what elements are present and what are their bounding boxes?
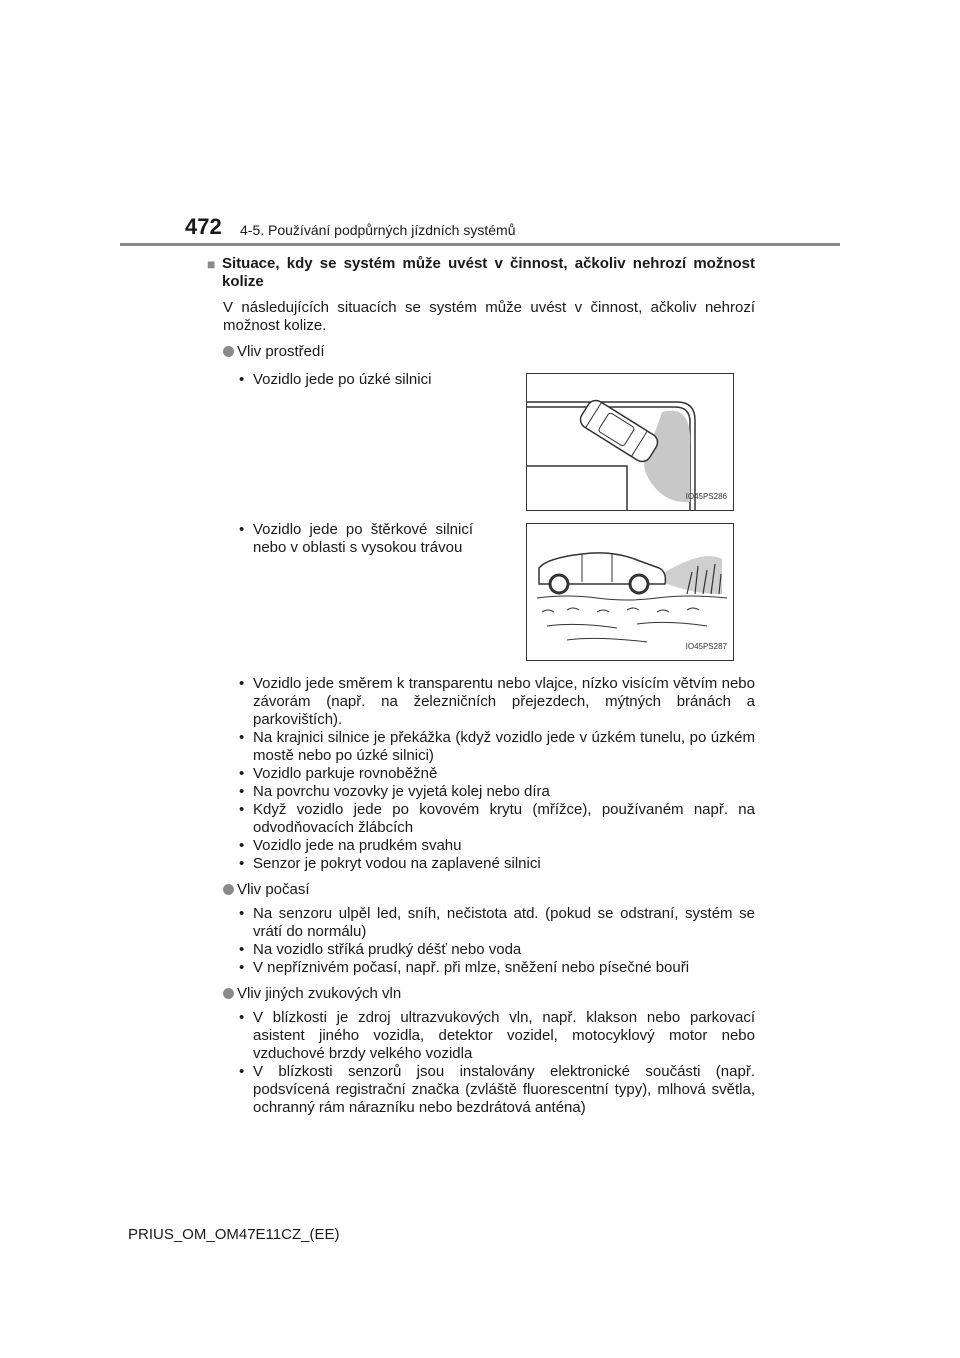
list-item: • Na krajnici silnice je překážka (když vozidlo jede v úzkém tunelu, po úzkém mostě nebo po úzké silnici) [239, 729, 755, 765]
subsection-title: Vliv počasí [237, 881, 310, 898]
circle-bullet-icon [223, 988, 234, 999]
circle-bullet-icon [223, 884, 234, 895]
list-item: • Vozidlo jede po štěrkové silnicí nebo v oblasti s vysokou trávou [239, 521, 473, 557]
figure-row-narrow-road [207, 371, 755, 511]
intro-paragraph: V následujících situacích se systém může uvést v činnost, ačkoliv nehrozí možnost kolize. [223, 299, 755, 334]
subsection-weather [223, 881, 755, 899]
figure-id: IO45PS287 [685, 642, 727, 651]
weather-list [239, 905, 755, 977]
heading [207, 255, 755, 291]
list-item: • Vozidlo parkuje rovnoběžně [239, 765, 755, 783]
square-bullet-icon: ■ [207, 256, 216, 272]
gravel-road-illustration [526, 523, 734, 661]
heading-text: Situace, kdy se systém může uvést v činnost, ačkoliv nehrozí možnost kolize [222, 255, 755, 290]
list-item: • Na vozidlo stříká prudký déšť nebo voda [239, 941, 755, 959]
list-item: • Vozidlo jede po úzké silnici [239, 371, 473, 389]
list-item: • V nepříznivém počasí, např. při mlze, sněžení nebo písečné bouři [239, 959, 755, 977]
subsection-title: Vliv prostředí [237, 343, 325, 360]
list-item: • Na povrchu vozovky je vyjetá kolej nebo díra [239, 783, 755, 801]
subsection-title: Vliv jiných zvukových vln [237, 985, 402, 1002]
page-number: 472 [185, 214, 222, 239]
figure-row-gravel-road [207, 521, 755, 661]
list-item: • Když vozidlo jede po kovovém krytu (mřížce), používaném např. na odvodňovacích žlábcích [239, 801, 755, 837]
circle-bullet-icon [223, 346, 234, 357]
section-title: 4-5. Používání podpůrných jízdních systémů [240, 222, 516, 238]
content [207, 255, 755, 1117]
list-item: • Senzor je pokryt vodou na zaplavené silnici [239, 855, 755, 873]
list-item: • Vozidlo jede na prudkém svahu [239, 837, 755, 855]
list-item: • V blízkosti je zdroj ultrazvukových vln, např. klakson nebo parkovací asistent jiného vozidla, detektor vozidel, motocyklový motor nebo vzduchové brzdy velkého vozidla [239, 1009, 755, 1063]
header-rule [120, 243, 840, 246]
environment-list [239, 675, 755, 873]
figure-id: IO45PS286 [685, 492, 727, 501]
subsection-environment [223, 343, 755, 361]
list-item: • V blízkosti senzorů jsou instalovány elektronické součásti (např. podsvícená registrační značka (zvláště fluorescentní typy), mlhová světla, ochranný rám nárazníku nebo bezdrátová anténa) [239, 1063, 755, 1117]
subsection-sounds [223, 985, 755, 1003]
list-item: • Vozidlo jede směrem k transparentu nebo vlajce, nízko visícím větvím nebo závorám (např. na železničních přejezdech, mýtných bránách a parkovištích). [239, 675, 755, 729]
footer-code: PRIUS_OM_OM47E11CZ_(EE) [128, 1226, 340, 1243]
sounds-list [239, 1009, 755, 1117]
narrow-road-illustration [526, 373, 734, 511]
list-item: • Na senzoru ulpěl led, sníh, nečistota atd. (pokud se odstraní, systém se vrátí do normálu) [239, 905, 755, 941]
